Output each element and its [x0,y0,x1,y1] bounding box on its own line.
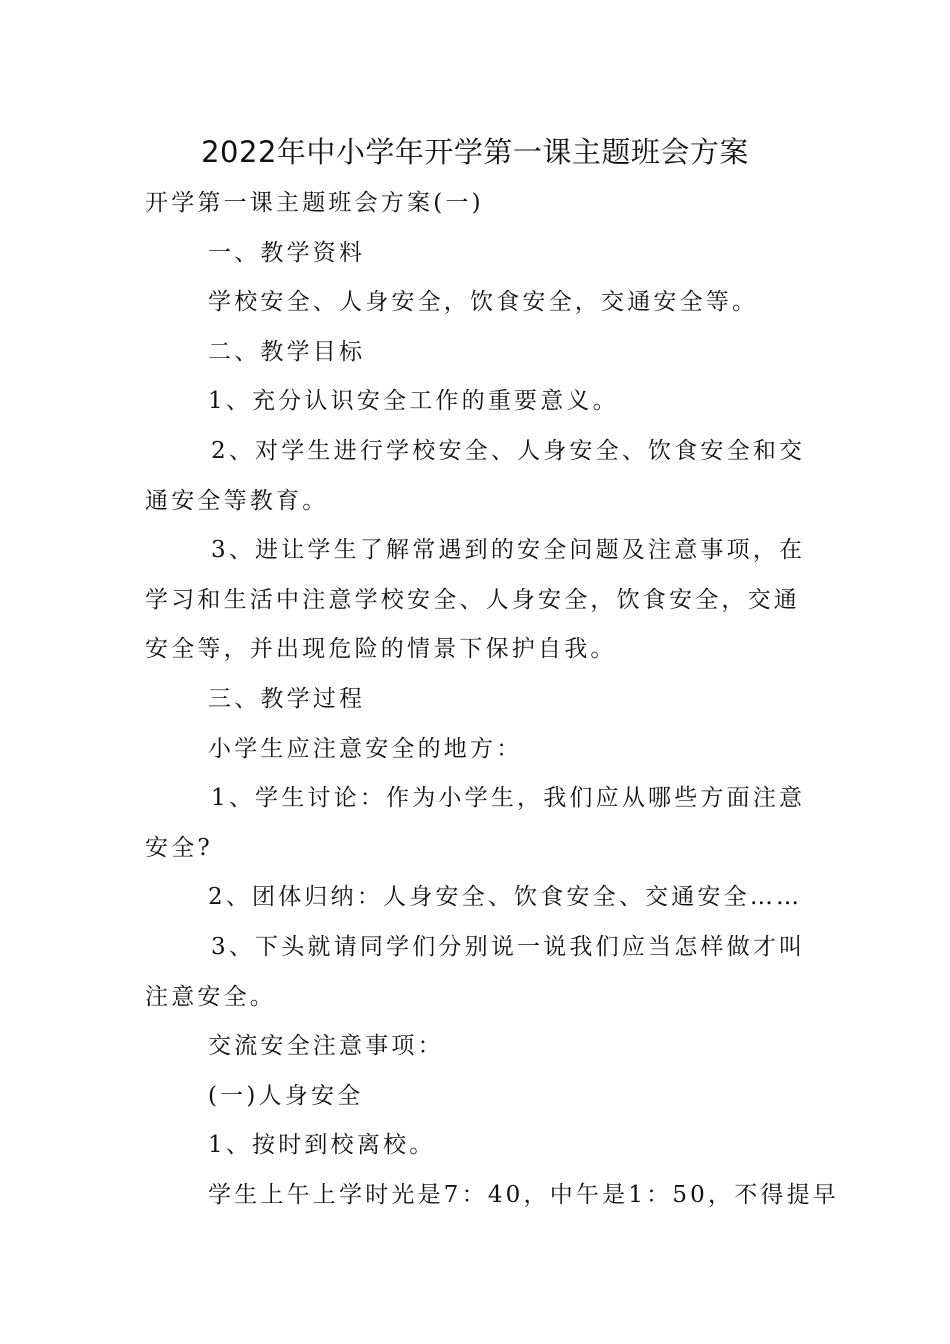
paragraph: 学校安全、人身安全，饮食安全，交通安全等。 [208,289,759,316]
paragraph: 1、学生讨论：作为小学生，我们应从哪些方面注意 [211,785,806,812]
paragraph-continuation: 安全等，并出现危险的情景下保护自我。 [145,636,617,663]
document-body [145,179,839,1220]
subheading: 一、教学资料 [208,239,366,266]
paragraph: 2、团体归纳：人身安全、饮食安全、交通安全…… [208,884,803,911]
paragraph: 交流安全注意事项： [208,1033,444,1060]
paragraph: 3、下头就请同学们分别说一说我们应当怎样做才叫 [211,933,806,960]
paragraph: 3、进让学生了解常遇到的安全问题及注意事项，在 [211,537,806,564]
document-title: 2022年中小学年开学第一课主题班会方案 [201,135,749,169]
paragraph: 小学生应注意安全的地方： [208,735,523,762]
section-heading: 开学第一课主题班会方案(一) [145,190,484,216]
paragraph-continuation: 学习和生活中注意学校安全、人身安全，饮食安全，交通 [145,586,800,613]
paragraph-continuation: 注意安全。 [145,983,276,1010]
subheading: (一)人身安全 [208,1082,364,1109]
paragraph: 学生上午上学时光是7：40，中午是1：50，不得提早 [208,1181,839,1208]
paragraph: 1、按时到校离校。 [208,1132,436,1159]
paragraph: 1、充分认识安全工作的重要意义。 [208,388,619,415]
paragraph-continuation: 通安全等教育。 [145,487,329,514]
subheading: 三、教学过程 [208,685,366,712]
paragraph: 2、对学生进行学校安全、人身安全、饮食安全和交 [211,437,806,464]
subheading: 二、教学目标 [208,338,366,365]
paragraph-continuation: 安全? [145,834,213,861]
